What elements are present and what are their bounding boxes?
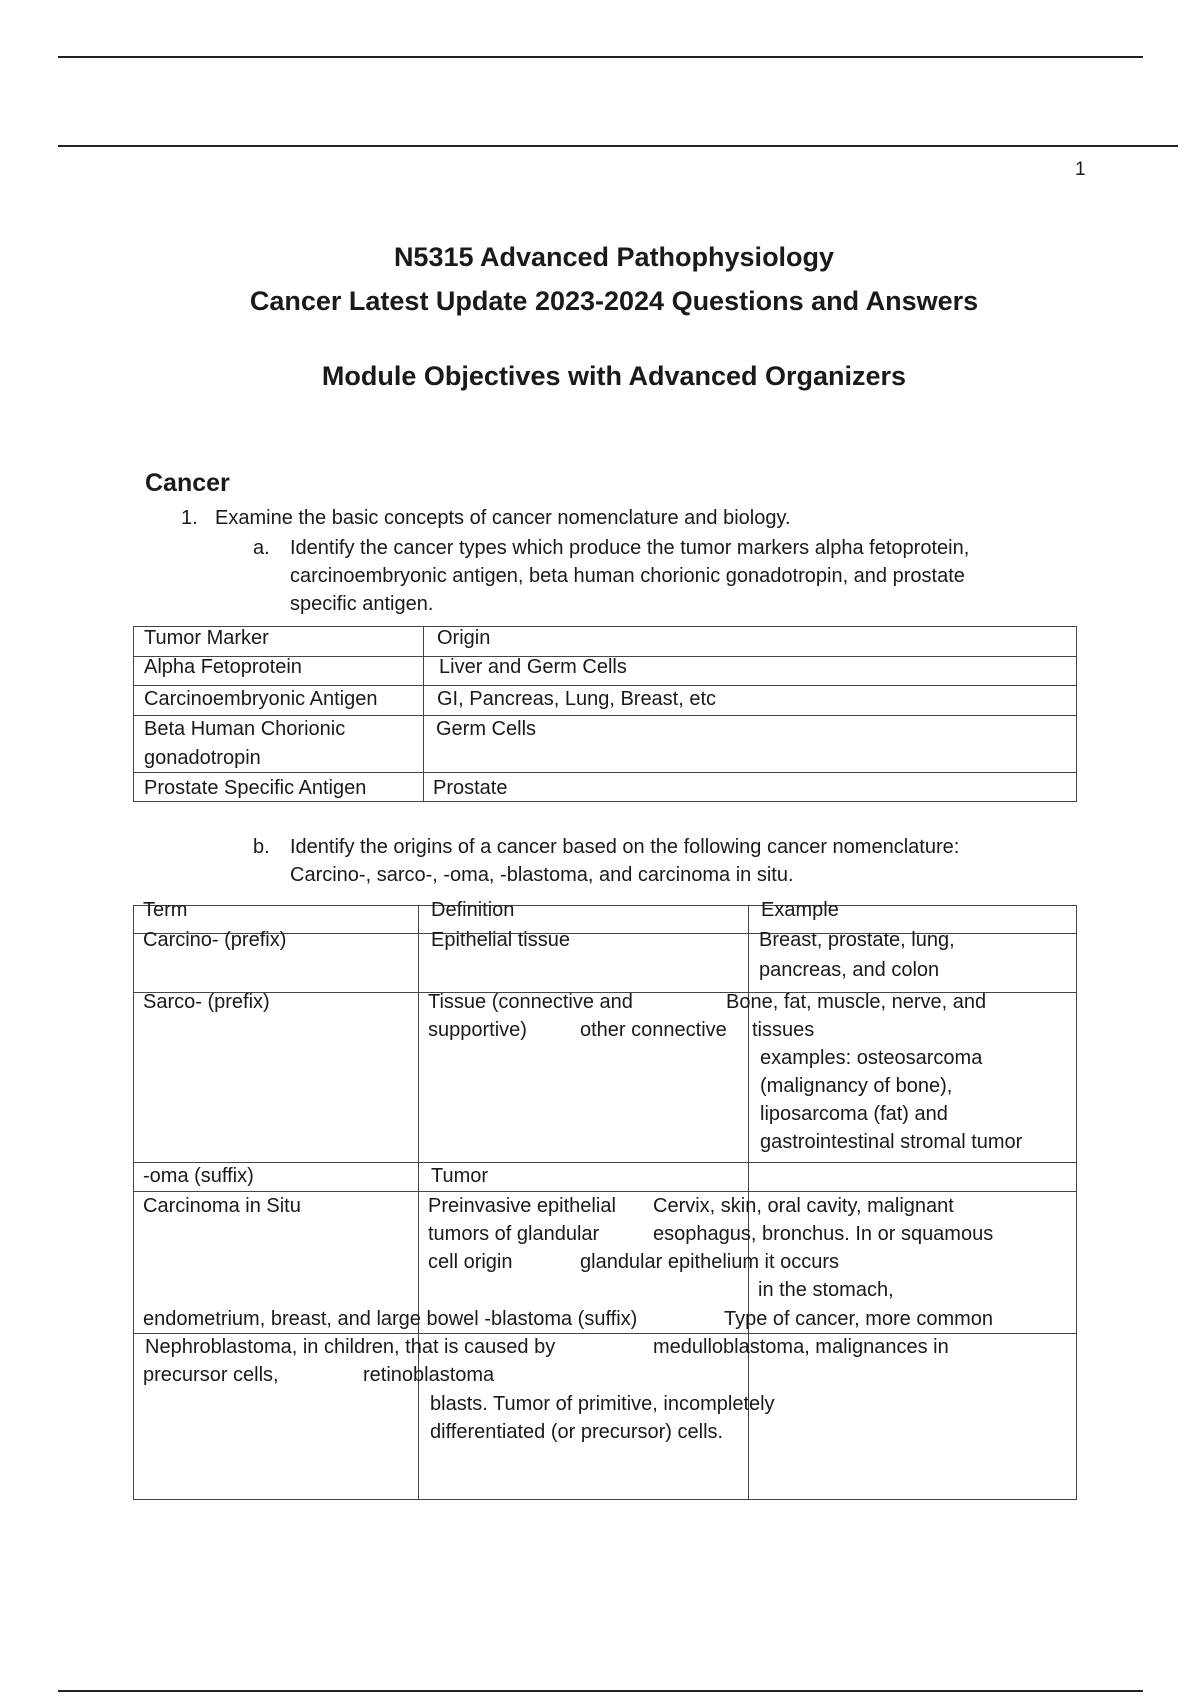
item-a-label: a. bbox=[253, 537, 270, 559]
table-header-cell: Definition bbox=[431, 899, 515, 921]
table-cell: Epithelial tissue bbox=[431, 929, 570, 951]
table-cell: Liver and Germ Cells bbox=[439, 656, 627, 678]
section-heading: Cancer bbox=[145, 469, 230, 497]
item-a-line: specific antigen. bbox=[290, 593, 434, 615]
table-cell: gonadotropin bbox=[144, 747, 261, 769]
table-header-cell: Example bbox=[761, 899, 839, 921]
table-cell: other connective bbox=[580, 1019, 727, 1041]
table-cell: Prostate bbox=[433, 777, 508, 799]
table-cell: blasts. Tumor of primitive, incompletely bbox=[430, 1393, 775, 1415]
table-cell: tissues bbox=[752, 1019, 815, 1041]
table-cell: Alpha Fetoprotein bbox=[144, 656, 302, 678]
table-cell: Cervix, skin, oral cavity, malignant bbox=[653, 1195, 954, 1217]
table-cell: Carcino- (prefix) bbox=[143, 929, 287, 951]
table-header-cell: Origin bbox=[437, 627, 491, 649]
table-cell: pancreas, and colon bbox=[759, 959, 940, 981]
table-cell: precursor cells, bbox=[143, 1364, 279, 1386]
table-cell: tumors of glandular bbox=[428, 1223, 600, 1245]
table-cell: -oma (suffix) bbox=[143, 1165, 254, 1187]
item-b-line: Carcino-, sarco-, -oma, -blastoma, and carcinoma in situ. bbox=[290, 864, 794, 886]
item-a-line: Identify the cancer types which produce the tumor markers alpha fetoprotein, bbox=[290, 537, 970, 559]
table-cell: Germ Cells bbox=[436, 718, 537, 740]
footer-rule bbox=[58, 1690, 1143, 1692]
table-cell: GI, Pancreas, Lung, Breast, etc bbox=[437, 688, 717, 710]
item-b-line: Identify the origins of a cancer based on the following cancer nomenclature: bbox=[290, 836, 960, 858]
doc-title: N5315 Advanced Pathophysiology bbox=[393, 242, 835, 272]
table-cell: Bone, fat, muscle, nerve, and bbox=[726, 991, 987, 1013]
table-header-cell: Tumor Marker bbox=[144, 627, 269, 649]
table-cell: Prostate Specific Antigen bbox=[144, 777, 367, 799]
table-cell: liposarcoma (fat) and bbox=[760, 1103, 948, 1125]
table-cell: endometrium, breast, and large bowel -blastoma (suffix) bbox=[143, 1308, 638, 1330]
table-cell: differentiated (or precursor) cells. bbox=[430, 1421, 724, 1443]
table-cell: Nephroblastoma, in children, that is caused by bbox=[145, 1336, 556, 1358]
table-cell: (malignancy of bone), bbox=[760, 1075, 953, 1097]
table-cell: Type of cancer, more common bbox=[724, 1308, 994, 1330]
table-header-cell: Term bbox=[143, 899, 188, 921]
item-a-line: carcinoembryonic antigen, beta human chorionic gonadotropin, and prostate bbox=[290, 565, 965, 587]
header-rule-top bbox=[58, 56, 1143, 58]
objective-text: Examine the basic concepts of cancer nomenclature and biology. bbox=[215, 507, 791, 529]
table-cell: medulloblastoma, malignances in bbox=[653, 1336, 949, 1358]
table-cell: esophagus, bronchus. In or squamous bbox=[653, 1223, 994, 1245]
table-cell: Beta Human Chorionic bbox=[144, 718, 346, 740]
table-cell: in the stomach, bbox=[758, 1279, 894, 1301]
table-cell: Tumor bbox=[431, 1165, 489, 1187]
table-cell: glandular epithelium it occurs bbox=[580, 1251, 840, 1273]
module-heading: Module Objectives with Advanced Organizers bbox=[321, 361, 907, 391]
header-rule-bottom bbox=[58, 145, 1178, 147]
table-cell: Sarco- (prefix) bbox=[143, 991, 270, 1013]
table-cell: Carcinoma in Situ bbox=[143, 1195, 301, 1217]
table-cell: Carcinoembryonic Antigen bbox=[144, 688, 378, 710]
table-cell: retinoblastoma bbox=[363, 1364, 495, 1386]
table-cell: Tissue (connective and bbox=[428, 991, 633, 1013]
doc-subtitle: Cancer Latest Update 2023-2024 Questions and Answers bbox=[249, 286, 979, 316]
objective-number: 1. bbox=[181, 507, 198, 529]
table-cell: supportive) bbox=[428, 1019, 527, 1041]
table-cell: Preinvasive epithelial bbox=[428, 1195, 616, 1217]
item-b-label: b. bbox=[253, 836, 270, 858]
page-number: 1 bbox=[1075, 159, 1086, 180]
table-cell: cell origin bbox=[428, 1251, 513, 1273]
table-cell: Breast, prostate, lung, bbox=[759, 929, 955, 951]
table-cell: gastrointestinal stromal tumor bbox=[760, 1131, 1023, 1153]
table-cell: examples: osteosarcoma bbox=[760, 1047, 983, 1069]
